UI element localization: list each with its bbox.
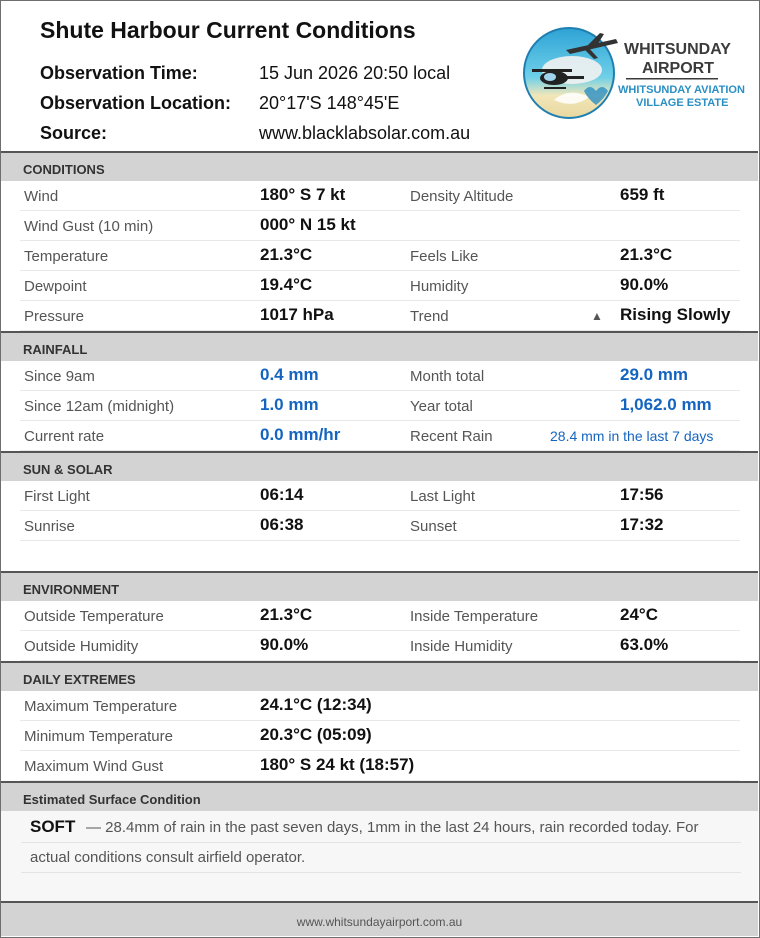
- observation-time-label: Observation Time:: [40, 63, 198, 83]
- section-surface-condition: [1, 781, 758, 811]
- month-total-value: 29.0 mm: [620, 365, 689, 384]
- feels-like-label: Feels Like: [410, 248, 479, 265]
- last-light-value: 17:56: [620, 485, 664, 504]
- row-dewpoint: [20, 271, 740, 301]
- row-outside-temperature: [20, 601, 740, 631]
- page-footer: [1, 901, 758, 936]
- surface-condition-panel: [1, 811, 758, 901]
- dewpoint-label: Dewpoint: [24, 278, 87, 295]
- outside-temperature-label: Outside Temperature: [24, 608, 164, 625]
- row-first-light: [20, 481, 740, 511]
- current-rate-value: 0.0 mm/hr: [260, 425, 341, 444]
- row-outside-humidity: [20, 631, 740, 661]
- trend-up-arrow-icon: ▲: [591, 309, 603, 323]
- page-header: [1, 1, 758, 151]
- humidity-value: 90.0%: [620, 275, 669, 294]
- wind-label: Wind: [24, 188, 59, 205]
- outside-humidity-value: 90.0%: [260, 635, 309, 654]
- since-9am-value: 0.4 mm: [260, 365, 319, 384]
- row-sunrise: [20, 511, 740, 541]
- wind-value: 180° S 7 kt: [260, 185, 346, 204]
- humidity-label: Humidity: [410, 278, 469, 295]
- row-current-rate: [20, 421, 740, 451]
- temperature-value: 21.3°C: [260, 245, 313, 264]
- row-pressure: [20, 301, 740, 331]
- pressure-label: Pressure: [24, 308, 85, 325]
- row-max-wind-gust: [20, 751, 740, 781]
- density-altitude-label: Density Altitude: [410, 188, 514, 205]
- outside-humidity-label: Outside Humidity: [24, 638, 139, 655]
- source-value: www.blacklabsolar.com.au: [259, 123, 471, 143]
- wind-gust-value: 000° N 15 kt: [260, 215, 356, 234]
- sun-solar-heading: SUN & SOLAR: [23, 462, 113, 477]
- row-temperature: [20, 241, 740, 271]
- row-wind-gust: [20, 211, 740, 241]
- row-since-12am: [20, 391, 740, 421]
- month-total-label: Month total: [410, 368, 485, 385]
- surface-condition-heading: Estimated Surface Condition: [23, 792, 201, 807]
- first-light-value: 06:14: [260, 485, 304, 504]
- logo-line3: WHITSUNDAY AVIATION: [618, 84, 745, 96]
- sunset-value: 17:32: [620, 515, 664, 534]
- trend-value: Rising Slowly: [620, 305, 731, 324]
- row-wind: [20, 181, 740, 211]
- surface-condition-text-line1: — 28.4mm of rain in the past seven days, 1mm in the last 24 hours, rain recorded today. For: [86, 819, 699, 836]
- min-temperature-value: 20.3°C (05:09): [260, 725, 372, 744]
- logo-line2: AIRPORT: [642, 60, 714, 77]
- section-sun-solar: [1, 451, 758, 481]
- observation-location-value: 20°17'S 148°45'E: [259, 93, 400, 113]
- recent-rain-label: Recent Rain: [410, 428, 493, 445]
- feels-like-value: 21.3°C: [620, 245, 673, 264]
- min-temperature-label: Minimum Temperature: [24, 728, 173, 745]
- footer-url-link[interactable]: www.whitsundayairport.com.au: [296, 915, 463, 929]
- pressure-value: 1017 hPa: [260, 305, 334, 324]
- max-wind-gust-value: 180° S 24 kt (18:57): [260, 755, 415, 774]
- surface-condition-text-line2: actual conditions consult airfield operator.: [30, 849, 306, 866]
- wind-gust-label: Wind Gust (10 min): [24, 218, 154, 235]
- conditions-heading: CONDITIONS: [23, 162, 105, 177]
- logo-line4: VILLAGE ESTATE: [636, 97, 729, 109]
- trend-label: Trend: [410, 308, 449, 325]
- observation-time-value: 15 Jun 2026 20:50 local: [259, 63, 451, 83]
- current-rate-label: Current rate: [24, 428, 105, 445]
- sunset-label: Sunset: [410, 518, 457, 535]
- dewpoint-value: 19.4°C: [260, 275, 313, 294]
- surface-condition-line2: [21, 842, 741, 873]
- row-min-temperature: [20, 721, 740, 751]
- since-9am-label: Since 9am: [24, 368, 95, 385]
- section-conditions: [1, 151, 758, 181]
- max-temperature-label: Maximum Temperature: [24, 698, 178, 715]
- recent-rain-value: 28.4 mm in the last 7 days: [550, 428, 714, 444]
- logo-graphic: [514, 25, 745, 121]
- temperature-label: Temperature: [24, 248, 109, 265]
- outside-temperature-value: 21.3°C: [260, 605, 313, 624]
- sunrise-value: 06:38: [260, 515, 304, 534]
- last-light-label: Last Light: [410, 488, 476, 505]
- environment-heading: ENVIRONMENT: [23, 582, 120, 597]
- density-altitude-value: 659 ft: [620, 185, 665, 204]
- section-rainfall: [1, 331, 758, 361]
- surface-condition-line1: [21, 811, 741, 843]
- sunrise-label: Sunrise: [24, 518, 75, 535]
- page-title: Shute Harbour Current Conditions: [40, 17, 416, 43]
- max-temperature-value: 24.1°C (12:34): [260, 695, 372, 714]
- year-total-value: 1,062.0 mm: [620, 395, 712, 414]
- row-since-9am: [20, 361, 740, 391]
- year-total-label: Year total: [410, 398, 473, 415]
- rainfall-heading: RAINFALL: [23, 342, 88, 357]
- row-max-temperature: [20, 691, 740, 721]
- first-light-label: First Light: [24, 488, 90, 505]
- whitsunday-airport-logo: [514, 25, 745, 121]
- max-wind-gust-label: Maximum Wind Gust: [24, 758, 164, 775]
- inside-temperature-value: 24°C: [620, 605, 658, 624]
- surface-condition-value: SOFT: [30, 817, 76, 836]
- inside-humidity-label: Inside Humidity: [410, 638, 513, 655]
- inside-humidity-value: 63.0%: [620, 635, 669, 654]
- section-environment: [1, 571, 758, 601]
- section-daily-extremes: [1, 661, 758, 691]
- logo-line1: WHITSUNDAY: [624, 41, 731, 58]
- daily-extremes-heading: DAILY EXTREMES: [23, 672, 136, 687]
- observation-location-label: Observation Location:: [40, 93, 232, 113]
- source-label: Source:: [40, 123, 108, 143]
- since-12am-label: Since 12am (midnight): [24, 398, 175, 415]
- since-12am-value: 1.0 mm: [260, 395, 319, 414]
- inside-temperature-label: Inside Temperature: [410, 608, 539, 625]
